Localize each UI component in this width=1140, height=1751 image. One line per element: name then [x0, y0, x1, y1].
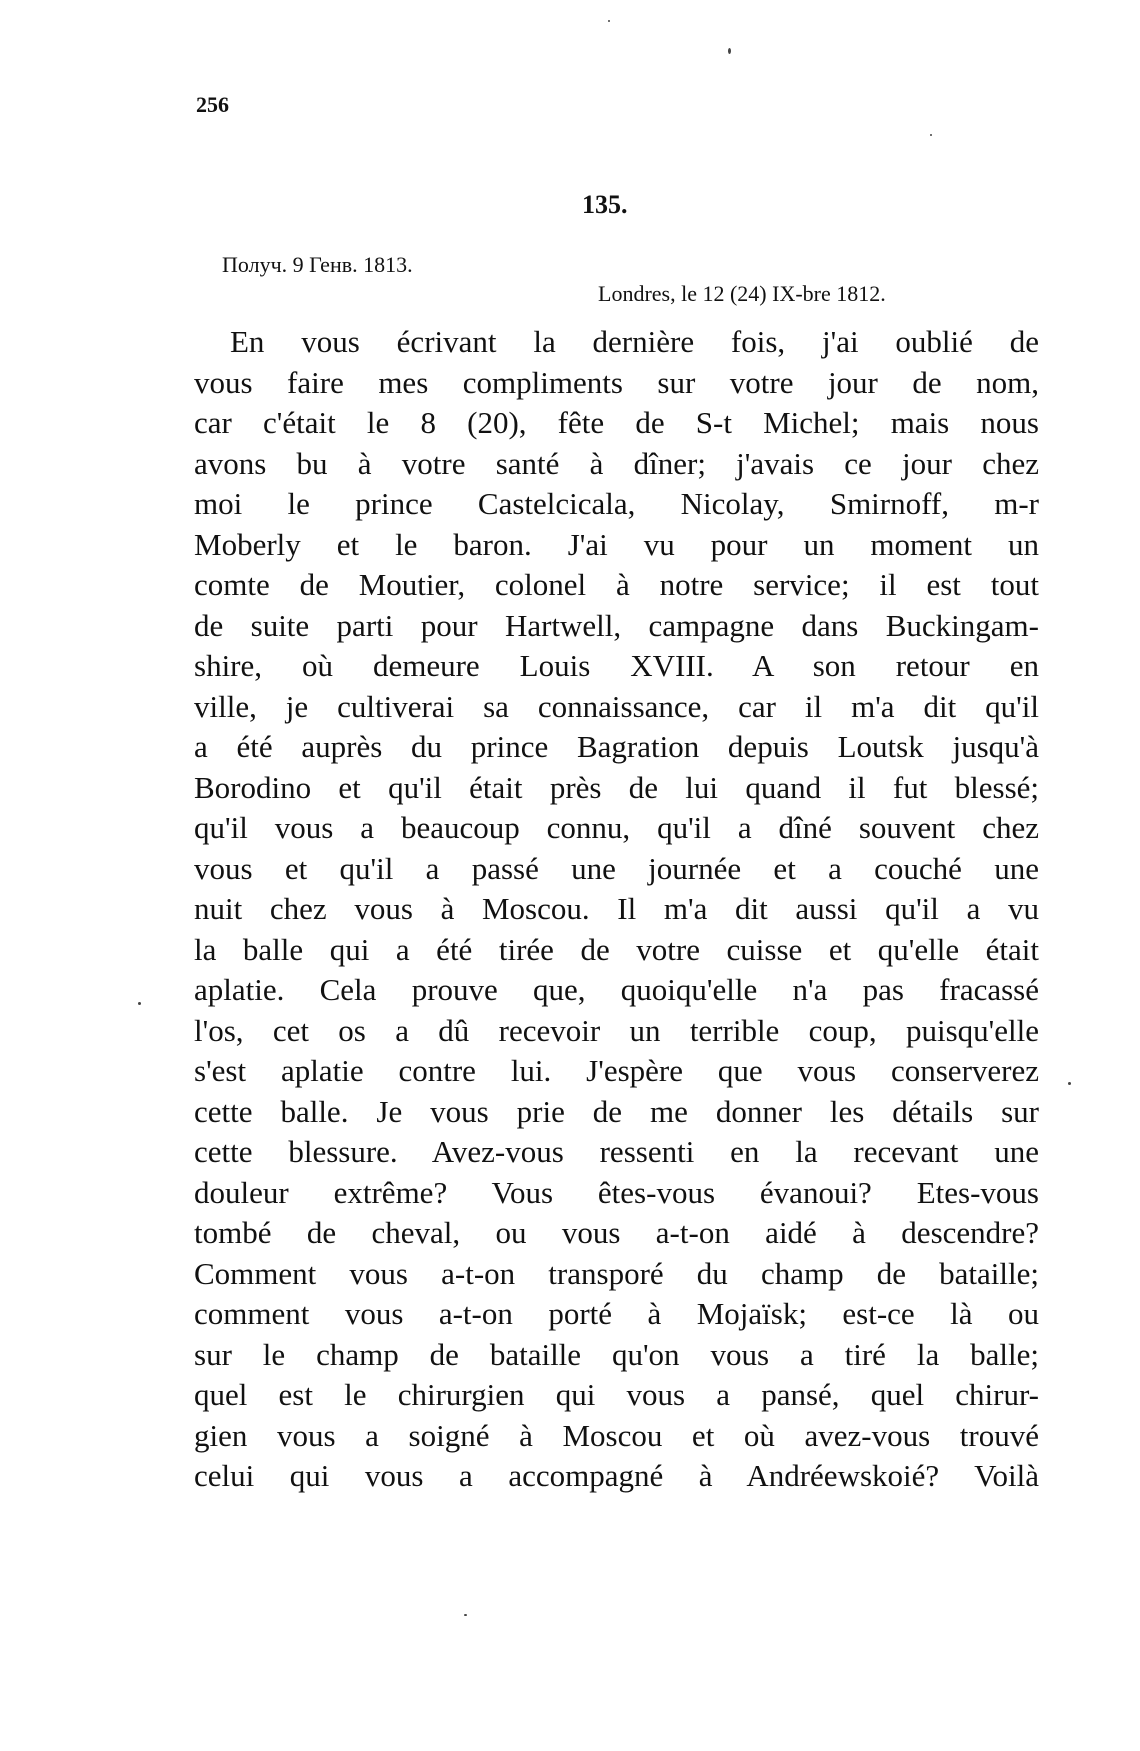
text-line: En vous écrivant la dernière fois, j'ai oublié de — [230, 324, 1039, 359]
received-note: Получ. 9 Генв. 1813. — [222, 252, 413, 277]
text-line: Comment vous a-t-on transporé du champ de bataille; — [194, 1255, 1039, 1291]
text-line: de suite parti pour Hartwell, campagne dans Buckingam- — [194, 607, 1039, 643]
letter-body — [194, 322, 1039, 1497]
scan-speck — [728, 48, 731, 54]
text-line: a été auprès du prince Bagration depuis Loutsk jusqu'à — [194, 729, 1039, 764]
scan-speck — [464, 1614, 467, 1616]
text-line: tombé de cheval, ou vous a-t-on aidé à descendre? — [194, 1215, 1039, 1250]
text-line: sur le champ de bataille qu'on vous a tiré la balle; — [194, 1336, 1039, 1372]
text-line: vous et qu'il a passé une journée et a couché une — [194, 850, 1039, 886]
text-line: car c'était le 8 (20), fête de S-t Michel; mais nous — [194, 405, 1039, 440]
scan-speck — [608, 20, 610, 22]
text-line: cette blessure. Avez-vous ressenti en la recevant une — [194, 1134, 1039, 1169]
text-line: moi le prince Castelcicala, Nicolay, Smirnoff, m-r — [194, 486, 1039, 521]
scan-speck — [138, 1002, 141, 1005]
text-line: vous faire mes compliments sur votre jour de nom, — [194, 364, 1039, 400]
text-line: gien vous a soigné à Moscou et où avez-vous trouvé — [194, 1417, 1039, 1453]
text-line: comte de Moutier, colonel à notre service; il est tout — [194, 567, 1039, 602]
text-line: quel est le chirurgien qui vous a pansé, quel chirur- — [194, 1377, 1039, 1412]
text-line: douleur extrême? Vous êtes-vous évanoui? Etes-vous — [194, 1174, 1039, 1210]
text-line: cette balle. Je vous prie de me donner les détails sur — [194, 1093, 1039, 1129]
text-line: avons bu à votre santé à dîner; j'avais ce jour chez — [194, 445, 1039, 481]
page-number: 256 — [196, 92, 229, 117]
scan-speck — [930, 134, 932, 136]
text-line: s'est aplatie contre lui. J'espère que vous conserverez — [194, 1053, 1039, 1088]
place-date: Londres, le 12 (24) IX-bre 1812. — [598, 281, 886, 306]
text-line: shire, où demeure Louis XVIII. A son retour en — [194, 648, 1039, 683]
text-line: ville, je cultiverai sa connaissance, car il m'a dit qu'il — [194, 688, 1039, 724]
text-line: celui qui vous a accompagné à Andréewskoié? Voilà — [194, 1458, 1039, 1493]
scan-speck — [1068, 1082, 1071, 1085]
text-line: aplatie. Cela prouve que, quoiqu'elle n'a pas fracassé — [194, 972, 1039, 1007]
text-line: Borodino et qu'il était près de lui quand il fut blessé; — [194, 769, 1039, 805]
text-line: Moberly et le baron. J'ai vu pour un moment un — [194, 526, 1039, 562]
text-line: la balle qui a été tirée de votre cuisse et qu'elle était — [194, 931, 1039, 967]
text-line: comment vous a-t-on porté à Mojaïsk; est-ce là ou — [194, 1296, 1039, 1331]
text-line: nuit chez vous à Moscou. Il m'a dit aussi qu'il a vu — [194, 891, 1039, 926]
letter-number: 135. — [582, 190, 628, 219]
text-line: l'os, cet os a dû recevoir un terrible coup, puisqu'elle — [194, 1012, 1039, 1048]
text-line: qu'il vous a beaucoup connu, qu'il a dîné souvent chez — [194, 810, 1039, 845]
